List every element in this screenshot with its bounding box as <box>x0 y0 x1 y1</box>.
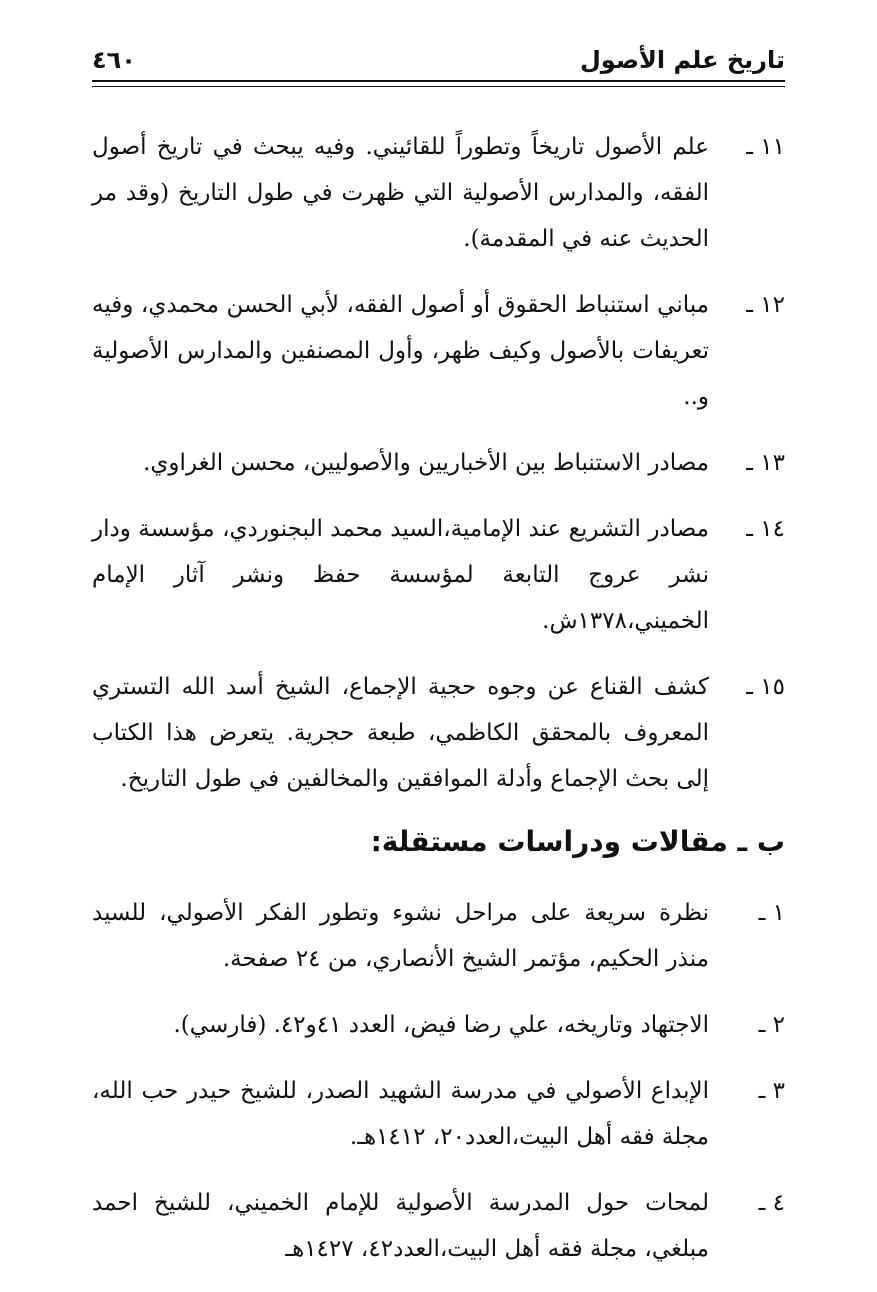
list-item <box>92 1068 785 1160</box>
entry-number: ١ ـ <box>758 900 785 926</box>
entry-number: ١٥ ـ <box>746 674 785 700</box>
list-item <box>92 282 785 420</box>
entry-text: مصادر التشريع عند الإمامية،السيد محمد البجنوردي، مؤسسة ودار نشر عروج التابعة لمؤسسة حفظ ونشر آثار الإمام الخميني،١٣٧٨ش. <box>92 516 709 634</box>
header-rule-thick <box>92 80 785 82</box>
entry-number: ١٢ ـ <box>746 292 785 318</box>
running-title: تاريخ علم الأصول <box>579 46 785 74</box>
entry-text: نظرة سريعة على مراحل نشوء وتطور الفكر الأصولي، للسيد منذر الحكيم، مؤتمر الشيخ الأنصاري، من ٢٤ صفحة. <box>92 900 709 972</box>
header-rule-thin <box>92 86 785 87</box>
entry-number: ٢ ـ <box>758 1012 785 1038</box>
entry-text: كشف القناع عن وجوه حجية الإجماع، الشيخ أسد الله التستري المعروف بالمحقق الكاظمي، طبعة حجرية. يتعرض هذا الكتاب إلى بحث الإجماع وأدلة الموافقين والمخالفين في طول التاريخ. <box>92 674 709 792</box>
page-header <box>92 34 785 86</box>
page-number: ٤٦٠ <box>92 46 136 74</box>
entry-text: مصادر الاستنباط بين الأخباريين والأصوليين، محسن الغراوي. <box>143 450 709 476</box>
list-item <box>92 890 785 982</box>
list-item <box>92 124 785 262</box>
entry-text: الإبداع الأصولي في مدرسة الشهيد الصدر، للشيخ حيدر حب الله، مجلة فقه أهل البيت،العدد٢٠، ١٤١٢هـ. <box>92 1078 709 1150</box>
list-item <box>92 440 785 486</box>
section-heading: ب ـ مقالات ودراسات مستقلة: <box>370 825 785 858</box>
list-item <box>92 1180 785 1272</box>
entry-number: ١١ ـ <box>746 134 785 160</box>
list-item <box>92 506 785 644</box>
list-item <box>92 1002 785 1048</box>
entry-text: مباني استنباط الحقوق أو أصول الفقه، لأبي الحسن محمدي، وفيه تعريفات بالأصول وكيف ظهر، وأول المصنفين والمدارس الأصولية و.. <box>92 292 709 410</box>
entry-number: ٣ ـ <box>758 1078 785 1104</box>
entry-number: ٤ ـ <box>758 1190 785 1216</box>
list-item <box>92 664 785 802</box>
entry-number: ١٣ ـ <box>746 450 785 476</box>
page-body <box>92 124 785 1292</box>
entry-text: الاجتهاد وتاريخه، علي رضا فيض، العدد ٤١و٤٢. (فارسي). <box>173 1012 709 1038</box>
entry-text: لمحات حول المدرسة الأصولية للإمام الخميني، للشيخ احمد مبلغي، مجلة فقه أهل البيت،العدد٤٢، ١٤٢٧هـ <box>92 1190 709 1262</box>
entry-number: ١٤ ـ <box>746 516 785 542</box>
entry-text: علم الأصول تاريخاً وتطوراً للقائيني. وفيه يبحث في تاريخ أصول الفقه، والمدارس الأصولية التي ظهرت في طول التاريخ (وقد مر الحديث عنه في المقدمة). <box>92 134 709 252</box>
